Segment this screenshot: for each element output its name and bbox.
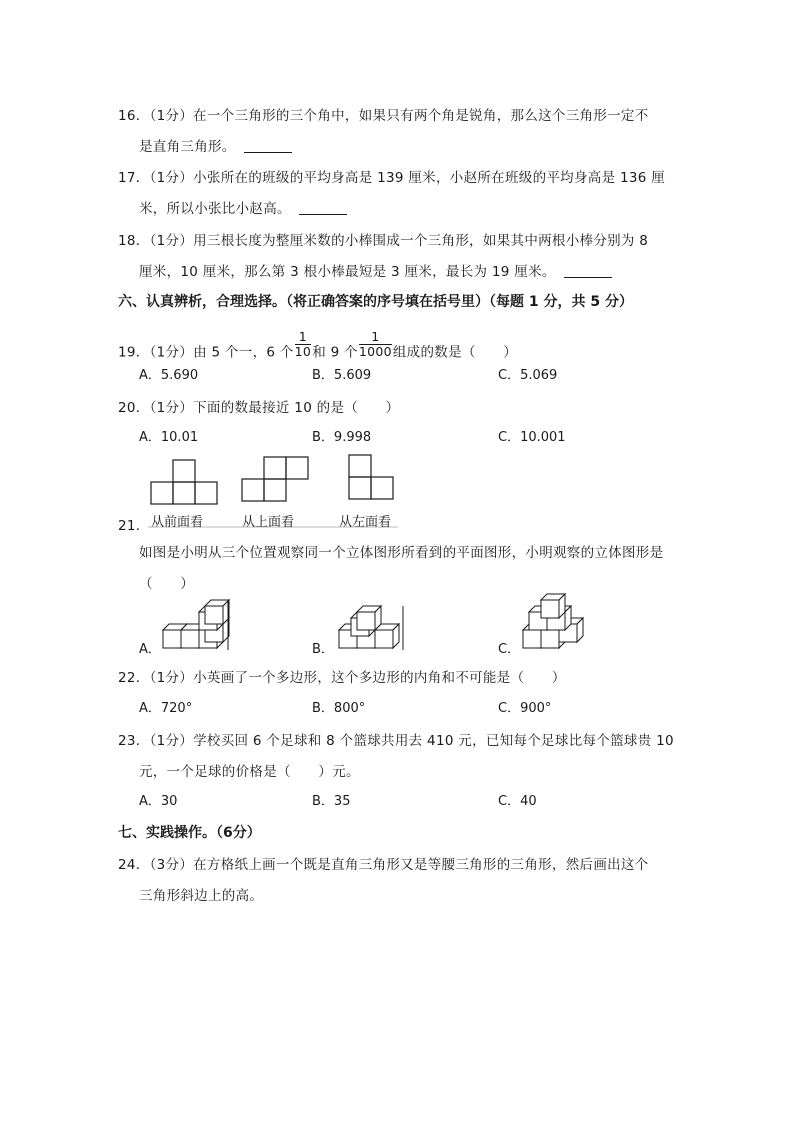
q19-part2: 和 9 个 xyxy=(312,344,358,361)
q19-option-a[interactable]: A．5.690 xyxy=(139,368,199,383)
q19-option-c[interactable]: C．5.069 xyxy=(498,368,558,383)
q22-option-a[interactable]: A．720° xyxy=(139,701,193,716)
q23-option-a[interactable]: A．30 xyxy=(139,794,178,809)
q21-line2: （ ） xyxy=(139,576,195,592)
q20-option-a[interactable]: A．10.01 xyxy=(139,430,199,445)
q22-option-c[interactable]: C．900° xyxy=(498,701,552,716)
q21-number: 21． xyxy=(118,518,150,534)
q16-text: 是直角三角形。 xyxy=(139,139,236,155)
fraction-numerator: 1 xyxy=(359,330,392,345)
q24-line1: 24．（3分）在方格纸上画一个既是直角三角形又是等腰三角形的三角形，然后画出这个 xyxy=(118,857,649,873)
q18-line1: 18．（1分）用三根长度为整厘米数的小棒围成一个三角形，如果其中两根小棒分别为 8 xyxy=(118,233,649,249)
q23-option-b[interactable]: B．35 xyxy=(312,794,351,809)
fraction-denominator: 1000 xyxy=(358,344,392,359)
q20-stem: 20．（1分）下面的数最接近 10 的是（ ） xyxy=(118,400,400,416)
option-c-solid xyxy=(523,594,583,648)
q22-stem: 22．（1分）小英画了一个多边形，这个多边形的内角和不可能是（ ） xyxy=(118,670,566,686)
q21-option-c[interactable]: C． xyxy=(498,642,521,657)
q19-option-b[interactable]: B．5.609 xyxy=(312,368,372,383)
q17-line1: 17．（1分）小张所在的班级的平均身高是 139 厘米，小赵所在班级的平均身高是 136 厘 xyxy=(118,170,666,186)
q24-line2: 三角形斜边上的高。 xyxy=(139,888,264,904)
fraction-denominator: 10 xyxy=(294,344,312,359)
left-view-label: 从左面看 xyxy=(339,515,392,530)
q21-option-b[interactable]: B． xyxy=(312,642,334,657)
top-view-label: 从上面看 xyxy=(242,515,295,530)
q18-text: 厘米，10 厘米，那么第 3 根小棒最短是 3 厘米，最长为 19 厘米。 xyxy=(139,264,556,280)
q19-part3: 组成的数是（ ） xyxy=(392,344,518,361)
q19-part1: 19．（1分）由 5 个一，6 个 xyxy=(118,344,294,361)
q16-line1: 16．（1分）在一个三角形的三个角中，如果只有两个角是锐角，那么这个三角形一定不 xyxy=(118,108,649,124)
q21-option-a[interactable]: A． xyxy=(139,642,161,657)
q21-line1: 如图是小明从三个位置观察同一个立体图形所看到的平面图形，小明观察的立体图形是 xyxy=(139,545,664,561)
q20-option-b[interactable]: B．9.998 xyxy=(312,430,372,445)
q23-line1: 23．（1分）学校买回 6 个足球和 8 个篮球共用去 410 元，已知每个足球比每个篮球贵 10 xyxy=(118,733,674,749)
q23-option-c[interactable]: C．40 xyxy=(498,794,537,809)
q23-line2: 元，一个足球的价格是（ ）元。 xyxy=(139,764,360,780)
q17-text: 米，所以小张比小赵高。 xyxy=(139,201,291,217)
section-6-heading: 六、认真辨析，合理选择。（将正确答案的序号填在括号里）（每题 1 分，共 5 分） xyxy=(118,294,633,310)
option-a-solid xyxy=(163,600,229,650)
q22-option-b[interactable]: B．800° xyxy=(312,701,366,716)
fraction-numerator: 1 xyxy=(295,330,312,345)
front-view-label: 从前面看 xyxy=(151,515,204,530)
section-7-heading: 七、实践操作。（6分） xyxy=(118,825,261,841)
q20-option-c[interactable]: C．10.001 xyxy=(498,430,566,445)
option-b-solid xyxy=(339,606,403,650)
